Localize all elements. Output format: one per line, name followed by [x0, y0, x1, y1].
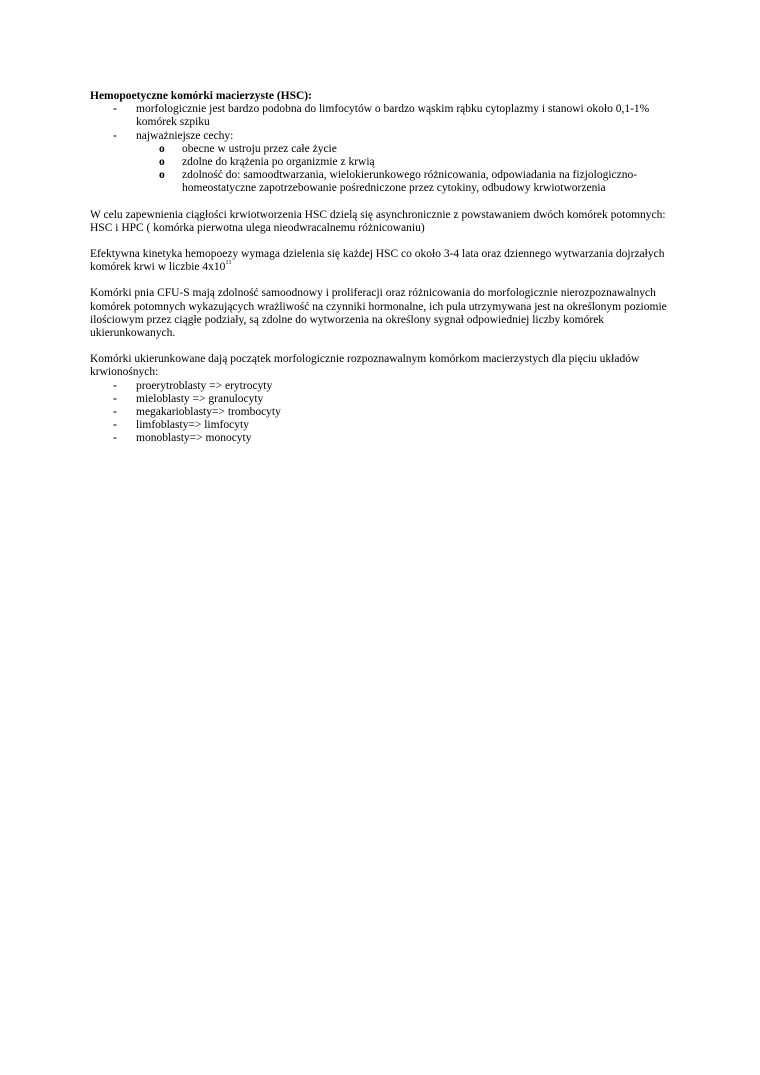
list-item	[90, 103, 674, 129]
list-item	[90, 406, 674, 419]
sub-list-item-text: zdolne do krążenia po organizmie z krwią	[182, 156, 375, 169]
list-item-text: mieloblasty => granulocyty	[136, 392, 264, 405]
list-item	[90, 393, 674, 406]
sub-list-item	[90, 169, 674, 195]
circle-bullet: o	[159, 156, 165, 169]
paragraph-committed-cells: Komórki ukierunkowane dają początek morfologicznie rozpoznawalnym komórkom macierzystych dla pięciu układów krwionośnych:	[90, 353, 640, 379]
list-item	[90, 419, 674, 432]
paragraph-hsc-division: W celu zapewnienia ciągłości krwiotworzenia HSC dzielą się asynchronicznie z powstawaniem dwóch komórek potomnych: HSC i HPC ( komórka pierwotna ulega nieodwracalnemu różnicowaniu)	[90, 208, 666, 234]
sub-list-item-text: obecne w ustroju przez całe życie	[182, 142, 337, 155]
paragraph-cfu-s: Komórki pnia CFU-S mają zdolność samoodnowy i proliferacji oraz różnicowania do morfologicznie nierozpoznawalnych komórek potomnych wykazujących wrażliwość na czynniki hormonalne, ich pula utrzymywana jest na określonym poziomie ilościowym przez ciągłe podziały, są zdolne do wytworzenia na określony sygnał odpowiedniej liczby komórek ukierunkowanych.	[90, 287, 667, 340]
list-item-text: limfoblasty=> limfocyty	[136, 419, 249, 432]
list-item-text: megakarioblasty=> trombocyty	[136, 406, 281, 419]
dash-bullet: -	[113, 419, 117, 432]
list-item-text: morfologicznie jest bardzo podobna do limfocytów o bardzo wąskim rąbku cytoplazmy i stanowi około 0,1-1% komórek szpiku	[136, 103, 650, 129]
document-page	[90, 90, 674, 446]
section-heading: Hemopoetyczne komórki macierzyste (HSC):	[90, 90, 312, 102]
sub-list-item	[90, 156, 674, 169]
list-item-text: proerytroblasty => erytrocyty	[136, 379, 273, 392]
dash-bullet: -	[113, 379, 117, 392]
paragraph-kinetics-text: Efektywna kinetyka hemopoezy wymaga dzielenia się każdej HSC co około 3-4 lata oraz dziennego wytwarzania dojrzałych komórek krwi w liczbie 4x10	[90, 248, 665, 274]
features-list	[90, 103, 674, 195]
sub-list-item-text: zdolność do: samoodtwarzania, wielokierunkowego różnicowania, odpowiadania na fizjologiczno-homeostatyczne zapotrzebowanie pośredniczone przez cytokiny, odbudowy krwiotworzenia	[182, 169, 638, 195]
sub-list	[90, 143, 674, 196]
dash-bullet: -	[113, 129, 117, 142]
circle-bullet: o	[159, 169, 165, 182]
dash-bullet: -	[113, 392, 117, 405]
dash-bullet: -	[113, 103, 117, 116]
circle-bullet: o	[159, 142, 165, 155]
dash-bullet: -	[113, 406, 117, 419]
list-item	[90, 432, 674, 445]
paragraph-kinetics	[90, 248, 674, 274]
dash-bullet: -	[113, 432, 117, 445]
lineage-list	[90, 380, 674, 446]
list-item	[90, 130, 674, 196]
list-item	[90, 380, 674, 393]
list-item-text: monoblasty=> monocyty	[136, 432, 252, 445]
exponent: 11	[225, 259, 232, 267]
list-item-text: najważniejsze cechy:	[136, 129, 234, 142]
sub-list-item	[90, 143, 674, 156]
